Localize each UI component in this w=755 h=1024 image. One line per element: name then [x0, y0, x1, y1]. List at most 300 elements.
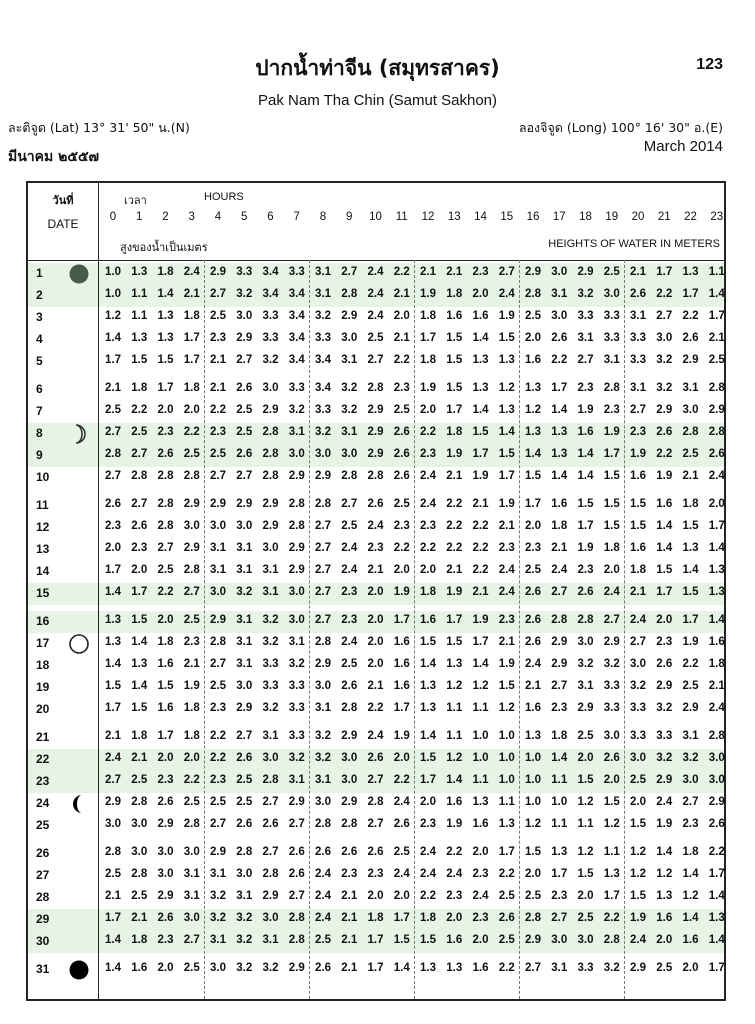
longitude-label: ลองจิจูด (Long) 100° 16' 30" อ.(E): [518, 120, 723, 135]
table-row: [28, 445, 724, 467]
tide-height-cell: 2.4: [498, 564, 515, 576]
tide-height-cell: 1.4: [105, 658, 121, 670]
tide-height-cell: 2.5: [183, 796, 200, 808]
table-row: [28, 727, 724, 749]
tide-height-cell: 2.8: [183, 818, 200, 830]
tide-height-cell: 2.3: [210, 426, 226, 438]
tide-height-cell: 3.0: [157, 868, 174, 880]
tide-height-cell: 1.7: [420, 332, 436, 344]
page-title-thai: ปากน้ำท่าจีน (สมุทรสาคร): [255, 56, 500, 80]
tide-height-cell: 2.4: [420, 868, 436, 880]
tide-height-cell: 3.0: [630, 752, 646, 764]
hour-header: 9: [346, 211, 353, 223]
day-number: 15: [36, 586, 50, 600]
tide-height-cell: 2.8: [708, 382, 725, 394]
tide-height-cell: 2.3: [367, 542, 384, 554]
tide-height-cell: 2.6: [341, 680, 358, 692]
tide-height-cell: 2.0: [393, 564, 410, 576]
tide-height-cell: 2.5: [105, 868, 121, 880]
tide-height-cell: 1.7: [131, 586, 148, 598]
tide-height-cell: 3.3: [288, 702, 305, 714]
tide-height-cell: 2.4: [367, 730, 384, 742]
tide-height-cell: 1.4: [551, 404, 568, 416]
tide-height-cell: 2.7: [551, 586, 568, 598]
tide-height-cell: 2.6: [525, 636, 541, 648]
tide-height-cell: 3.4: [315, 354, 331, 366]
table-row: [28, 583, 724, 605]
table-row: [28, 677, 724, 699]
tide-height-cell: 2.5: [315, 934, 331, 946]
tide-height-cell: 1.3: [551, 448, 568, 460]
tide-height-cell: 2.1: [131, 752, 148, 764]
tide-height-cell: 1.1: [551, 774, 568, 786]
tide-height-cell: 2.8: [262, 470, 279, 482]
tide-height-cell: 1.4: [472, 404, 489, 416]
tide-height-cell: 1.9: [577, 404, 594, 416]
page-number: 123: [696, 56, 723, 73]
tide-height-cell: 2.2: [603, 912, 620, 924]
tide-height-cell: 2.7: [236, 354, 253, 366]
tide-height-cell: 1.7: [551, 382, 568, 394]
tide-height-cell: 3.2: [577, 288, 594, 300]
tide-height-cell: 1.3: [420, 962, 436, 974]
tide-height-cell: 1.4: [157, 288, 174, 300]
new-moon-icon: [68, 263, 90, 285]
tide-height-cell: 2.9: [367, 426, 384, 438]
header-divider: [28, 260, 724, 261]
tide-height-cell: 3.2: [236, 288, 253, 300]
tide-height-cell: 2.0: [367, 636, 384, 648]
tide-height-cell: 2.0: [367, 614, 384, 626]
tide-height-cell: 1.3: [105, 614, 121, 626]
tide-height-cell: 3.2: [288, 658, 305, 670]
tide-height-cell: 1.8: [131, 934, 148, 946]
tide-height-cell: 1.3: [498, 404, 515, 416]
tide-height-cell: 2.4: [656, 796, 673, 808]
tide-height-cell: 3.1: [262, 564, 279, 576]
tide-height-cell: 2.7: [288, 890, 305, 902]
tide-height-cell: 2.7: [367, 354, 384, 366]
tide-height-cell: 2.1: [446, 470, 463, 482]
tide-height-cell: 3.3: [262, 680, 279, 692]
tide-height-cell: 2.1: [472, 586, 489, 598]
tide-height-cell: 1.7: [472, 448, 489, 460]
tide-height-cell: 3.3: [603, 332, 620, 344]
tide-height-cell: 1.7: [367, 934, 384, 946]
tide-height-cell: 1.3: [498, 818, 515, 830]
tide-height-cell: 2.6: [157, 448, 174, 460]
tide-height-cell: 2.0: [393, 890, 410, 902]
tide-height-cell: 1.5: [577, 774, 594, 786]
tide-height-cell: 2.6: [708, 448, 725, 460]
tide-height-cell: 3.0: [603, 288, 620, 300]
hour-header: 11: [395, 211, 408, 223]
tide-height-cell: 2.5: [236, 796, 253, 808]
tide-height-cell: 1.5: [420, 934, 436, 946]
day-number: 21: [36, 730, 50, 744]
tide-height-cell: 2.2: [393, 774, 410, 786]
hour-header: 10: [369, 211, 382, 223]
day-number: 23: [36, 774, 50, 788]
tide-height-cell: 2.8: [315, 636, 331, 648]
tide-height-cell: 3.3: [262, 332, 279, 344]
tide-height-cell: 2.1: [446, 266, 463, 278]
tide-height-cell: 2.7: [315, 520, 331, 532]
tide-height-cell: 1.4: [551, 752, 568, 764]
tide-height-cell: 3.0: [551, 934, 568, 946]
tide-height-cell: 2.9: [262, 498, 279, 510]
tide-height-cell: 1.7: [446, 614, 463, 626]
tide-height-cell: 1.4: [446, 774, 463, 786]
tide-height-cell: 1.8: [420, 354, 436, 366]
tide-height-cell: 2.9: [708, 404, 725, 416]
table-row: [28, 771, 724, 793]
tide-height-cell: 1.8: [131, 382, 148, 394]
tide-height-cell: 3.4: [288, 288, 305, 300]
tide-height-cell: 2.1: [393, 288, 410, 300]
tide-height-cell: 3.3: [630, 730, 646, 742]
tide-height-cell: 2.0: [367, 890, 384, 902]
tide-height-cell: 2.8: [288, 934, 305, 946]
tide-height-cell: 1.4: [708, 542, 725, 554]
tide-height-cell: 1.6: [630, 542, 646, 554]
tide-height-cell: 2.5: [183, 614, 200, 626]
tide-height-cell: 2.6: [577, 586, 594, 598]
tide-height-cell: 3.2: [288, 752, 305, 764]
tide-height-cell: 2.0: [656, 934, 673, 946]
tide-height-cell: 2.2: [420, 542, 436, 554]
tide-height-cell: 2.9: [288, 542, 305, 554]
tide-height-cell: 1.3: [105, 636, 121, 648]
tide-height-cell: 3.2: [682, 752, 699, 764]
tide-height-cell: 2.4: [393, 868, 410, 880]
tide-height-cell: 2.2: [183, 426, 200, 438]
tide-height-cell: 2.7: [315, 542, 331, 554]
tide-height-cell: 2.7: [498, 266, 515, 278]
tide-height-cell: 1.4: [577, 470, 594, 482]
tide-height-cell: 3.2: [603, 658, 620, 670]
tide-height-cell: 1.5: [577, 868, 594, 880]
tide-height-cell: 3.1: [577, 332, 594, 344]
day-number: 29: [36, 912, 50, 926]
tide-height-cell: 3.1: [630, 310, 646, 322]
tide-height-cell: 2.7: [262, 796, 279, 808]
tide-height-cell: 1.7: [183, 354, 200, 366]
tide-height-cell: 1.5: [446, 332, 463, 344]
tide-height-cell: 3.1: [236, 564, 253, 576]
tide-height-cell: 2.7: [603, 614, 620, 626]
tide-height-cell: 1.4: [105, 934, 121, 946]
tide-height-cell: 3.1: [210, 564, 226, 576]
date-column-divider: [98, 183, 99, 999]
tide-height-cell: 2.0: [603, 564, 620, 576]
tide-height-cell: 3.0: [341, 448, 358, 460]
tide-height-cell: 3.1: [236, 636, 253, 648]
month-english: March 2014: [643, 138, 723, 155]
tide-height-cell: 1.2: [682, 890, 699, 902]
tide-height-cell: 3.4: [315, 382, 331, 394]
tide-height-cell: 2.5: [393, 404, 410, 416]
tide-height-cell: 1.4: [420, 658, 436, 670]
tide-height-cell: 2.8: [341, 288, 358, 300]
latitude-label: ละติจูด (Lat) 13° 31' 50" น.(N): [8, 120, 190, 135]
tide-height-cell: 2.9: [367, 448, 384, 460]
tide-height-cell: 1.6: [472, 818, 489, 830]
day-number: 2: [36, 288, 43, 302]
tide-height-cell: 2.0: [656, 614, 673, 626]
tide-height-cell: 3.0: [262, 752, 279, 764]
tide-height-cell: 2.3: [446, 890, 463, 902]
tide-height-cell: 2.9: [341, 310, 358, 322]
tide-height-cell: 3.0: [157, 846, 174, 858]
tide-height-cell: 1.3: [708, 564, 725, 576]
tide-height-cell: 3.2: [603, 962, 620, 974]
tide-height-cell: 2.5: [577, 730, 594, 742]
tide-height-cell: 2.8: [603, 934, 620, 946]
tide-height-cell: 1.8: [682, 498, 699, 510]
tide-height-cell: 1.4: [472, 332, 489, 344]
tide-height-cell: 1.4: [656, 542, 673, 554]
tide-height-cell: 1.8: [420, 912, 436, 924]
tide-height-cell: 2.2: [210, 730, 226, 742]
tide-height-cell: 2.4: [393, 796, 410, 808]
tide-height-cell: 2.5: [236, 774, 253, 786]
tide-height-cell: 3.2: [236, 912, 253, 924]
tide-height-cell: 2.5: [236, 426, 253, 438]
tide-height-cell: 1.8: [367, 912, 384, 924]
tide-height-cell: 2.9: [577, 702, 594, 714]
tide-height-cell: 3.0: [183, 846, 200, 858]
tide-height-cell: 2.5: [603, 266, 620, 278]
tide-height-cell: 3.0: [236, 520, 253, 532]
tide-height-cell: 2.9: [288, 796, 305, 808]
tide-height-cell: 2.1: [551, 542, 568, 554]
tide-height-cell: 2.3: [367, 868, 384, 880]
tide-height-cell: 2.1: [393, 332, 410, 344]
tide-height-cell: 3.1: [551, 962, 568, 974]
tide-height-cell: 2.0: [393, 752, 410, 764]
tide-height-cell: 1.2: [498, 382, 515, 394]
tide-height-cell: 1.4: [682, 564, 699, 576]
day-number: 28: [36, 890, 50, 904]
tide-height-cell: 2.1: [105, 730, 121, 742]
tide-height-cell: 2.9: [210, 266, 226, 278]
tide-height-cell: 1.7: [708, 868, 725, 880]
tide-height-cell: 1.0: [105, 288, 121, 300]
tide-height-cell: 2.7: [210, 818, 226, 830]
tide-height-cell: 3.2: [315, 730, 331, 742]
tide-height-cell: 1.8: [420, 310, 436, 322]
tide-height-cell: 1.5: [525, 846, 541, 858]
tide-height-cell: 3.0: [577, 934, 594, 946]
tide-height-cell: 1.3: [446, 658, 463, 670]
tide-height-cell: 1.3: [603, 868, 620, 880]
tide-height-cell: 2.2: [393, 266, 410, 278]
tide-height-cell: 2.5: [656, 962, 673, 974]
tide-height-cell: 3.3: [603, 702, 620, 714]
tide-height-cell: 2.2: [420, 426, 436, 438]
tide-height-cell: 1.3: [472, 382, 489, 394]
group-divider: [309, 260, 310, 999]
tide-height-cell: 2.2: [472, 520, 489, 532]
tide-height-cell: 3.0: [210, 520, 226, 532]
hour-header: 3: [188, 211, 195, 223]
tide-height-cell: 3.1: [236, 614, 253, 626]
table-row: [28, 307, 724, 329]
day-number: 22: [36, 752, 50, 766]
tide-height-cell: 2.6: [525, 586, 541, 598]
tide-height-cell: 3.1: [315, 266, 331, 278]
hour-header: 14: [474, 211, 487, 223]
tide-height-cell: 3.4: [288, 310, 305, 322]
tide-height-cell: 1.4: [682, 868, 699, 880]
tide-height-cell: 1.4: [131, 680, 148, 692]
tide-height-cell: 2.3: [472, 912, 489, 924]
tide-height-cell: 1.7: [603, 890, 620, 902]
hour-header: 2: [162, 211, 169, 223]
tide-height-cell: 2.2: [472, 542, 489, 554]
tide-height-cell: 3.1: [183, 868, 200, 880]
tide-height-cell: 2.3: [682, 818, 699, 830]
date-header-thai: วันที่: [52, 194, 74, 207]
tide-height-cell: 2.3: [551, 890, 568, 902]
tide-height-cell: 1.6: [708, 636, 725, 648]
table-row: [28, 539, 724, 561]
tide-height-cell: 3.0: [315, 448, 331, 460]
tide-height-cell: 1.2: [446, 752, 463, 764]
tide-height-cell: 3.2: [656, 702, 673, 714]
tide-height-cell: 2.7: [656, 310, 673, 322]
tide-height-cell: 2.7: [315, 586, 331, 598]
tide-height-cell: 2.0: [157, 614, 174, 626]
tide-height-cell: 1.7: [708, 962, 725, 974]
tide-height-cell: 2.1: [630, 586, 646, 598]
tide-height-cell: 1.7: [367, 962, 384, 974]
tide-height-cell: 2.5: [131, 426, 148, 438]
tide-height-cell: 3.0: [131, 846, 148, 858]
tide-height-cell: 3.3: [630, 702, 646, 714]
tide-height-cell: 2.9: [525, 266, 541, 278]
tide-height-cell: 3.2: [315, 310, 331, 322]
tide-height-cell: 1.3: [682, 266, 699, 278]
hour-header: 17: [552, 211, 566, 223]
tide-height-cell: 1.8: [551, 730, 568, 742]
tide-height-cell: 2.3: [341, 586, 358, 598]
tide-height-cell: 3.0: [131, 818, 148, 830]
tide-height-cell: 1.6: [393, 680, 410, 692]
day-number: 6: [36, 382, 43, 396]
tide-height-cell: 1.6: [656, 498, 673, 510]
tide-height-cell: 1.0: [498, 774, 515, 786]
date-header-english: DATE: [47, 217, 79, 231]
tide-height-cell: 2.3: [210, 332, 226, 344]
tide-height-cell: 3.3: [236, 266, 253, 278]
tide-height-cell: 2.6: [682, 332, 699, 344]
tide-height-cell: 2.3: [551, 702, 568, 714]
tide-height-cell: 3.1: [183, 890, 200, 902]
tide-height-cell: 2.1: [183, 288, 200, 300]
tide-height-cell: 3.1: [210, 934, 226, 946]
tide-height-cell: 2.5: [236, 404, 253, 416]
tide-height-cell: 3.0: [708, 774, 725, 786]
tide-height-cell: 1.5: [498, 448, 515, 460]
tide-height-cell: 1.5: [446, 636, 463, 648]
tide-height-cell: 1.9: [446, 586, 463, 598]
tide-height-cell: 2.6: [288, 868, 305, 880]
hours-label: HOURS: [204, 191, 244, 203]
tide-height-cell: 2.2: [210, 752, 226, 764]
tide-height-cell: 1.3: [420, 680, 436, 692]
tide-height-cell: 1.7: [498, 470, 515, 482]
tide-height-cell: 1.4: [682, 912, 699, 924]
tide-height-cell: 2.8: [603, 382, 620, 394]
tide-height-cell: 2.0: [183, 752, 200, 764]
tide-height-cell: 2.5: [630, 774, 646, 786]
tide-height-cell: 3.3: [577, 310, 594, 322]
tide-height-cell: 1.1: [551, 818, 568, 830]
hour-header: 7: [293, 211, 300, 223]
tide-height-cell: 2.6: [315, 962, 331, 974]
tide-height-cell: 1.7: [682, 288, 699, 300]
tide-height-cell: 1.6: [551, 498, 568, 510]
tide-height-cell: 2.8: [131, 796, 148, 808]
tide-height-cell: 1.3: [157, 332, 174, 344]
tide-height-cell: 2.3: [341, 614, 358, 626]
tide-height-cell: 1.4: [131, 636, 148, 648]
height-label-english: HEIGHTS OF WATER IN METERS: [548, 238, 720, 250]
day-number: 3: [36, 310, 43, 324]
tide-height-cell: 3.1: [262, 586, 279, 598]
tide-height-cell: 2.1: [341, 934, 358, 946]
tide-height-cell: 2.4: [315, 868, 331, 880]
tide-height-cell: 1.8: [682, 846, 699, 858]
table-row: [28, 909, 724, 931]
tide-height-cell: 1.7: [708, 520, 725, 532]
tide-height-cell: 3.3: [262, 310, 279, 322]
day-number: 13: [36, 542, 50, 556]
tide-height-cell: 3.0: [262, 912, 279, 924]
tide-height-cell: 1.1: [131, 288, 148, 300]
tide-height-cell: 1.9: [656, 818, 673, 830]
tide-height-cell: 1.3: [656, 890, 673, 902]
tide-height-cell: 1.9: [420, 382, 436, 394]
day-number: 19: [36, 680, 50, 694]
tide-height-cell: 2.8: [131, 868, 148, 880]
table-row: [28, 467, 724, 489]
day-number: 12: [36, 520, 50, 534]
table-row: [28, 887, 724, 909]
tide-height-cell: 2.7: [630, 636, 646, 648]
tide-height-cell: 2.8: [236, 846, 253, 858]
tide-height-cell: 2.5: [682, 448, 699, 460]
tide-height-cell: 3.0: [682, 774, 699, 786]
tide-height-cell: 2.3: [210, 702, 226, 714]
tide-height-cell: 2.7: [525, 962, 541, 974]
tide-height-cell: 1.6: [157, 658, 174, 670]
tide-height-cell: 2.7: [210, 288, 226, 300]
table-row: [28, 633, 724, 655]
tide-height-cell: 1.5: [472, 426, 489, 438]
tide-height-cell: 2.8: [105, 846, 121, 858]
tide-height-cell: 1.6: [472, 962, 489, 974]
tide-height-cell: 2.8: [708, 730, 725, 742]
tide-height-cell: 1.9: [577, 542, 594, 554]
tide-height-cell: 2.9: [682, 702, 699, 714]
tide-height-cell: 1.6: [525, 354, 541, 366]
tide-height-cell: 1.5: [630, 498, 646, 510]
tide-height-cell: 3.0: [603, 730, 620, 742]
tide-height-cell: 2.0: [577, 752, 594, 764]
